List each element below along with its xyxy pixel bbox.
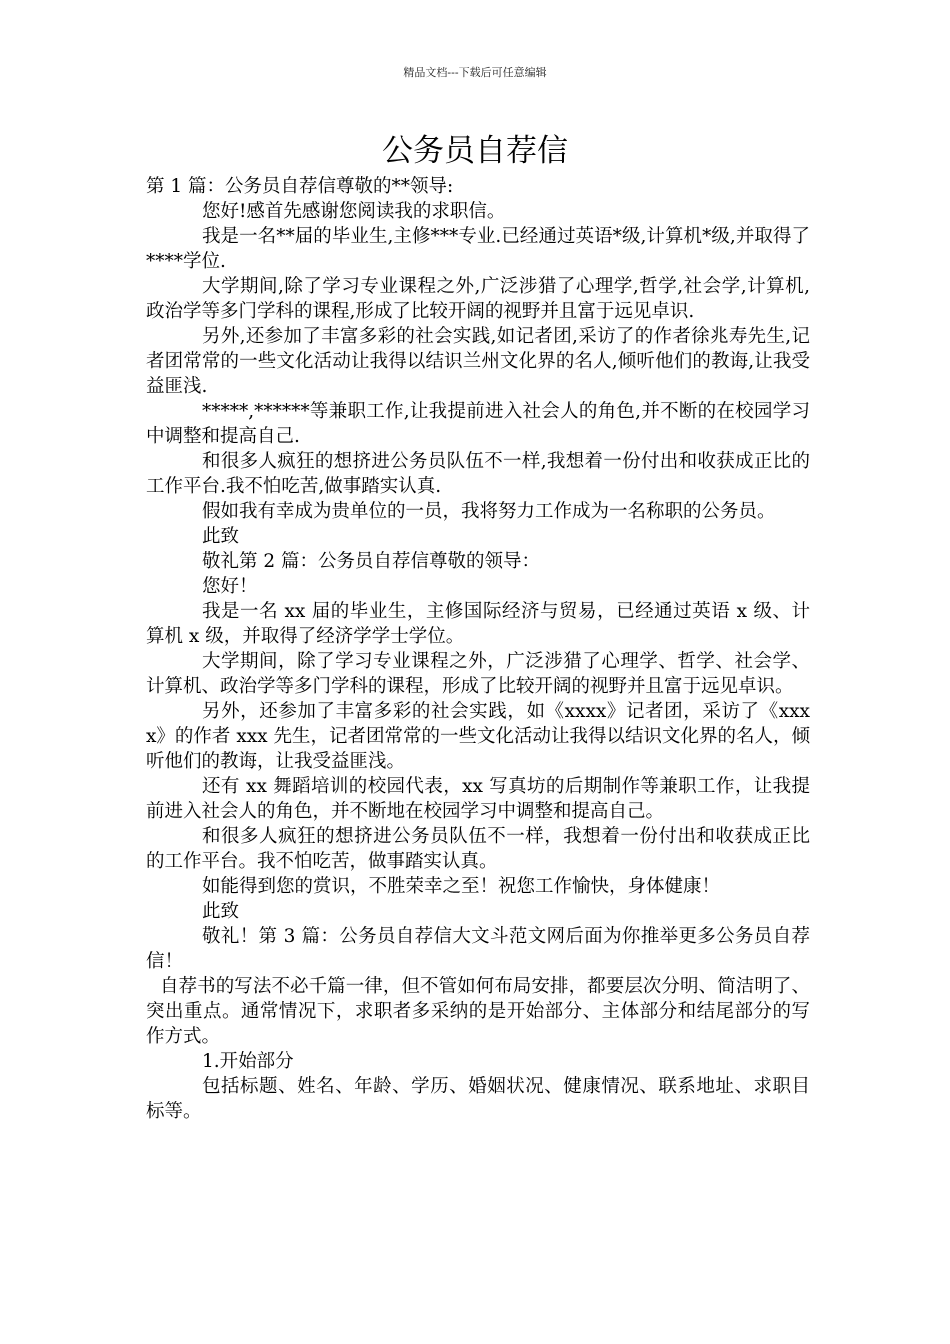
paragraph: 敬礼第 2 篇：公务员自荐信尊敬的领导： [202,551,541,572]
paragraph: 您好!感首先感谢您阅读我的求职信。 [202,201,506,222]
paragraph: 自荐书的写法不必千篇一律，但不管如何布局安排，都要层次分明、简洁明了、突出重点。通常情况下，求职者多采纳的是开始部分、主体部分和结尾部分的写作方式。 [146,976,810,1047]
paragraph: 大学期间，除了学习专业课程之外，广泛涉猎了心理学、哲学、社会学、计算机、政治学等多门学科的课程，形成了比较开阔的视野并且富于远见卓识。 [146,651,810,697]
document-title: 公务员自荐信 [382,133,568,169]
paragraph: 另外，还参加了丰富多彩的社会实践，如《xxxx》记者团，采访了《xxxx》的作者 xxx 先生，记者团常常的一些文化活动让我得以结识文化界的名人，倾听他们的教诲，让我受益匪浅。 [146,701,810,772]
paragraph: 1.开始部分 [202,1051,294,1072]
paragraph: 敬礼！第 3 篇：公务员自荐信大文斗范文网后面为你推举更多公务员自荐信！ [146,926,810,972]
paragraph: 如能得到您的赏识，不胜荣幸之至！祝您工作愉快，身体健康！ [202,876,721,897]
paragraph: 第 1 篇：公务员自荐信尊敬的**领导: [146,176,454,197]
paragraph: 和很多人疯狂的想挤进公务员队伍不一样，我想着一份付出和收获成正比的工作平台。我不怕吃苦，做事踏实认真。 [146,826,810,872]
paragraph: 大学期间,除了学习专业课程之外,广泛涉猎了心理学,哲学,社会学,计算机,政治学等多门学科的课程,形成了比较开阔的视野并且富于远见卓识. [146,276,810,322]
paragraph: 我是一名**届的毕业生,主修***专业.已经通过英语*级,计算机*级,并取得了****学位. [146,226,810,272]
paragraph: 您好！ [202,576,258,597]
paragraph: 此致 [202,526,240,547]
paragraph: 此致 [202,901,240,922]
paragraph: 和很多人疯狂的想挤进公务员队伍不一样,我想着一份付出和收获成正比的工作平台.我不怕吃苦,做事踏实认真. [146,451,810,497]
paragraph: 包括标题、姓名、年龄、学历、婚姻状况、健康情况、联系地址、求职目标等。 [146,1076,810,1122]
paragraph: *****,******等兼职工作,让我提前进入社会人的角色,并不断的在校园学习中调整和提高自己. [146,401,810,447]
paragraph: 假如我有幸成为贵单位的一员，我将努力工作成为一名称职的公务员。 [202,501,776,522]
paragraph: 还有 xx 舞蹈培训的校园代表，xx 写真坊的后期制作等兼职工作，让我提前进入社会人的角色，并不断地在校园学习中调整和提高自己。 [146,776,810,822]
header-note: 精品文档---下载后可任意编辑 [403,66,547,79]
paragraph: 另外,还参加了丰富多彩的社会实践,如记者团,采访了的作者徐兆寿先生,记者团常常的一些文化活动让我得以结识兰州文化界的名人,倾听他们的教诲,让我受益匪浅. [146,326,810,397]
document-body [146,174,810,1124]
paragraph: 我是一名 xx 届的毕业生，主修国际经济与贸易，已经通过英语 x 级、计算机 x 级，并取得了经济学学士学位。 [146,601,810,647]
